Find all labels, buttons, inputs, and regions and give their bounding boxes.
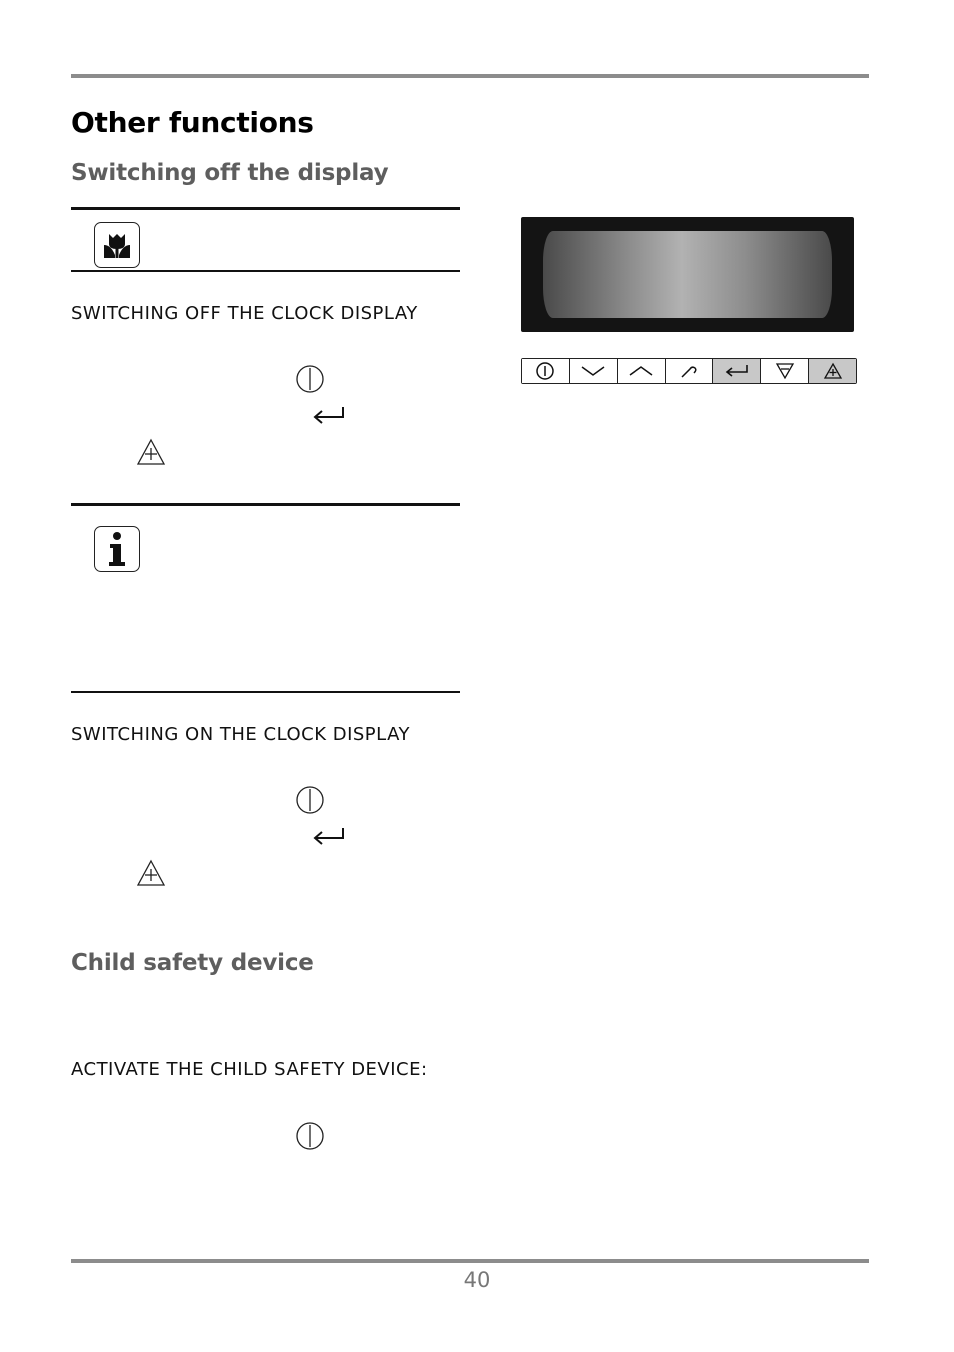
power-icon <box>295 785 325 815</box>
section-heading-display: Switching off the display <box>71 160 389 186</box>
top-rule <box>71 74 869 78</box>
on-clock-heading: SWITCHING ON THE CLOCK DISPLAY <box>71 724 411 745</box>
page-title: Other functions <box>71 106 314 139</box>
enter-icon <box>311 403 347 429</box>
power-icon <box>535 361 555 381</box>
note-rule-bottom <box>71 270 460 272</box>
off-clock-heading: SWITCHING OFF THE CLOCK DISPLAY <box>71 303 418 324</box>
minus-key <box>761 359 809 383</box>
power-key <box>522 359 570 383</box>
oven-display-illustration <box>521 217 854 332</box>
plus-key <box>809 359 856 383</box>
tulip-icon <box>100 228 134 262</box>
control-panel-keys <box>521 358 857 384</box>
info-note-box <box>94 526 140 572</box>
plus-triangle-icon <box>823 362 843 380</box>
note-rule-top <box>71 207 460 210</box>
probe-key <box>666 359 714 383</box>
power-icon <box>295 1121 325 1151</box>
activate-child-safety-heading: ACTIVATE THE CHILD SAFETY DEVICE: <box>71 1059 428 1080</box>
plus-triangle-icon <box>136 859 166 887</box>
up-key <box>618 359 666 383</box>
down-key <box>570 359 618 383</box>
plus-triangle-icon <box>136 438 166 466</box>
enter-icon <box>311 824 347 850</box>
display-screen <box>543 231 832 318</box>
info-icon <box>100 529 134 569</box>
eco-note-box <box>94 222 140 268</box>
chevron-down-icon <box>579 363 607 379</box>
info-rule-top <box>71 503 460 506</box>
hook-icon <box>679 362 699 380</box>
minus-triangle-icon <box>775 362 795 380</box>
chevron-up-icon <box>627 363 655 379</box>
info-rule-bottom <box>71 691 460 693</box>
section-heading-child-safety: Child safety device <box>71 950 314 976</box>
page-number: 40 <box>463 1268 491 1292</box>
power-icon <box>295 364 325 394</box>
enter-icon <box>724 362 750 380</box>
bottom-rule <box>71 1259 869 1263</box>
enter-key <box>713 359 761 383</box>
